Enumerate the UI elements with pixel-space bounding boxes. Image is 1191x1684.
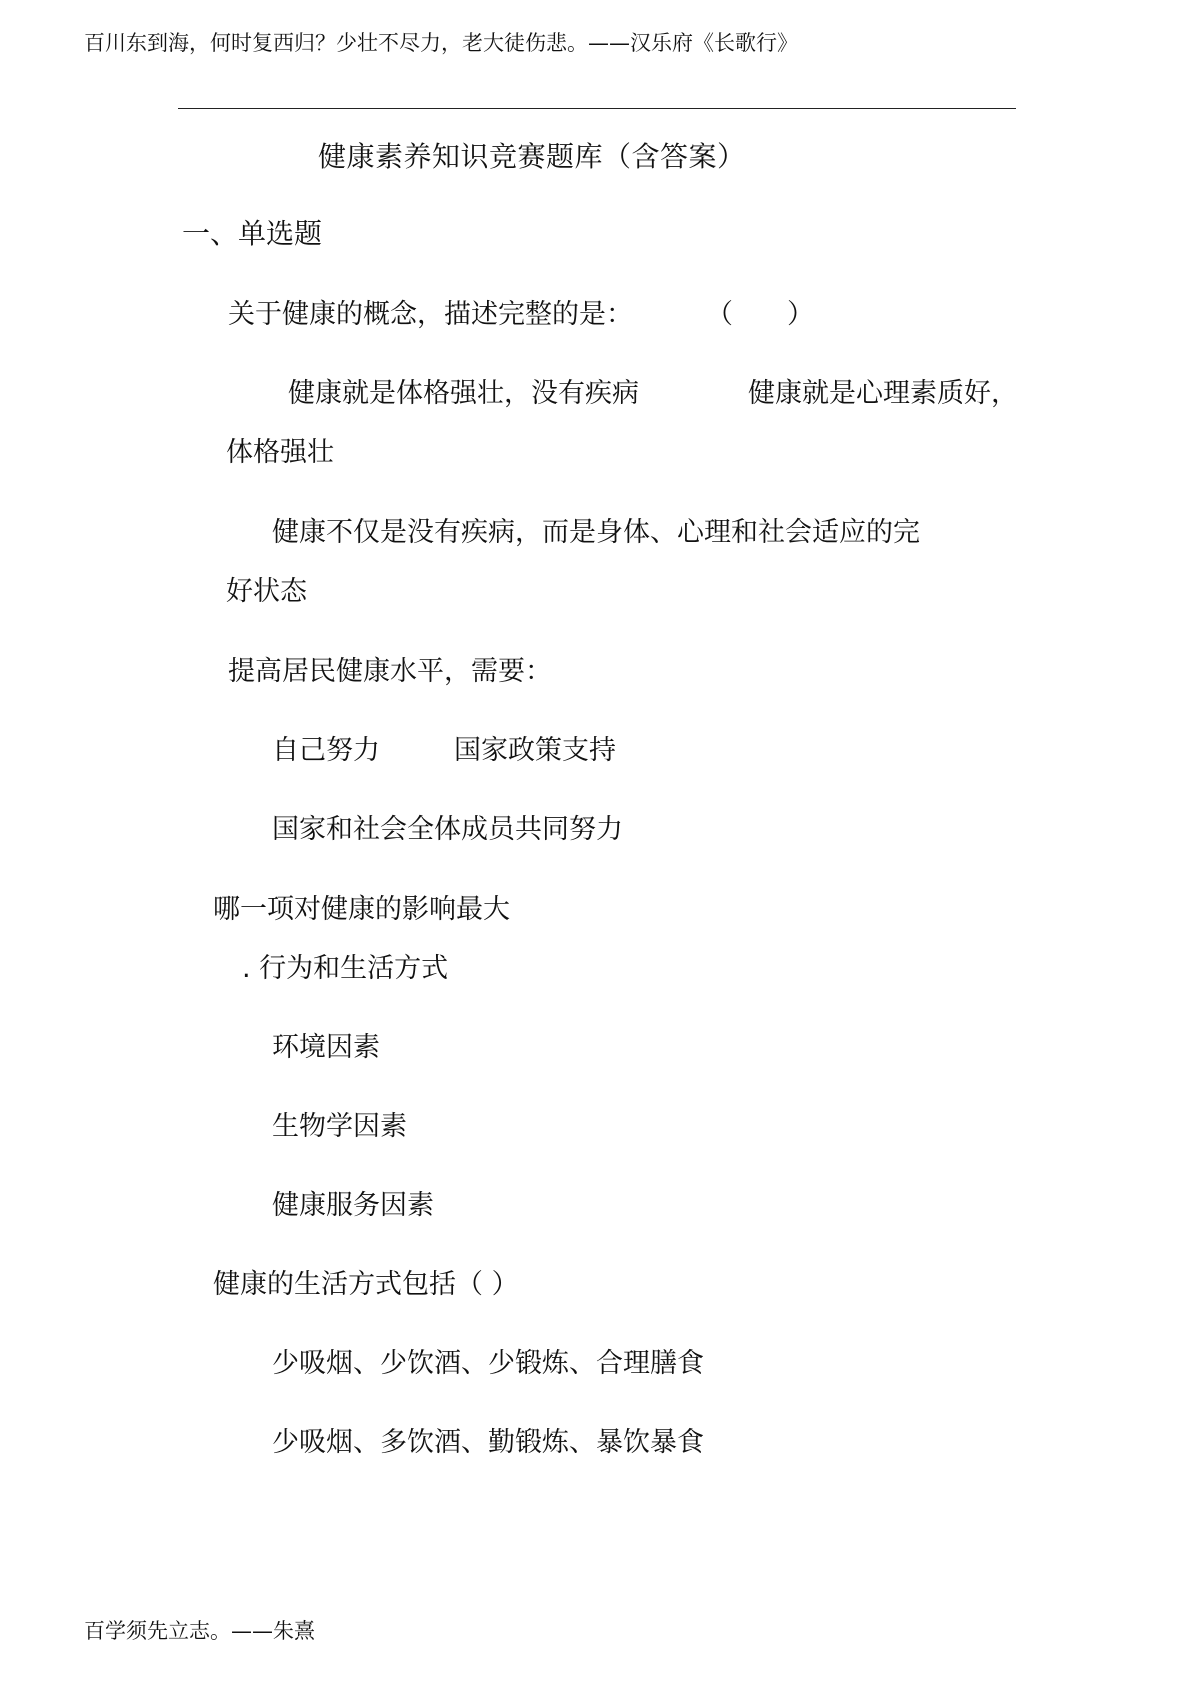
question-1-stem: 关于健康的概念，描述完整的是：	[228, 299, 633, 330]
question-2-option-c: 国家和社会全体成员共同努力	[272, 814, 623, 845]
question-4-stem: 健康的生活方式包括（ ）	[213, 1269, 519, 1300]
question-4-option-b: 少吸烟、多饮酒、勤锻炼、暴饮暴食	[272, 1427, 704, 1458]
question-3-option-b: 环境因素	[272, 1032, 380, 1063]
section-heading: 一、单选题	[182, 217, 323, 250]
question-3-stem: 哪一项对健康的影响最大	[213, 894, 510, 925]
question-3-option-d: 健康服务因素	[272, 1190, 434, 1221]
header-divider	[178, 108, 1016, 109]
question-2-stem: 提高居民健康水平，需要：	[228, 656, 552, 687]
question-2-option-a: 自己努力	[272, 735, 380, 766]
question-2-option-b: 国家政策支持	[454, 735, 616, 766]
header-quote: 百川东到海，何时复西归？少壮不尽力，老大徒伤悲。——汉乐府《长歌行》	[84, 31, 798, 55]
question-1-option-a: 健康就是体格强壮，没有疾病	[288, 378, 639, 409]
question-4-option-a: 少吸烟、少饮酒、少锻炼、合理膳食	[272, 1348, 704, 1379]
question-1-option-c-continued: 好状态	[226, 576, 307, 607]
question-1-answer-blank: （ ）	[706, 299, 814, 330]
question-1-option-b-continued: 体格强壮	[226, 437, 334, 468]
document-title: 健康素养知识竞赛题库（含答案）	[318, 140, 746, 173]
footer-quote: 百学须先立志。——朱熹	[84, 1619, 315, 1643]
question-3-option-a: . 行为和生活方式	[242, 953, 449, 984]
question-3-option-c: 生物学因素	[272, 1111, 407, 1142]
question-1-option-c: 健康不仅是没有疾病，而是身体、心理和社会适应的完	[272, 517, 920, 548]
question-1-option-b: 健康就是心理素质好，	[748, 378, 1018, 409]
